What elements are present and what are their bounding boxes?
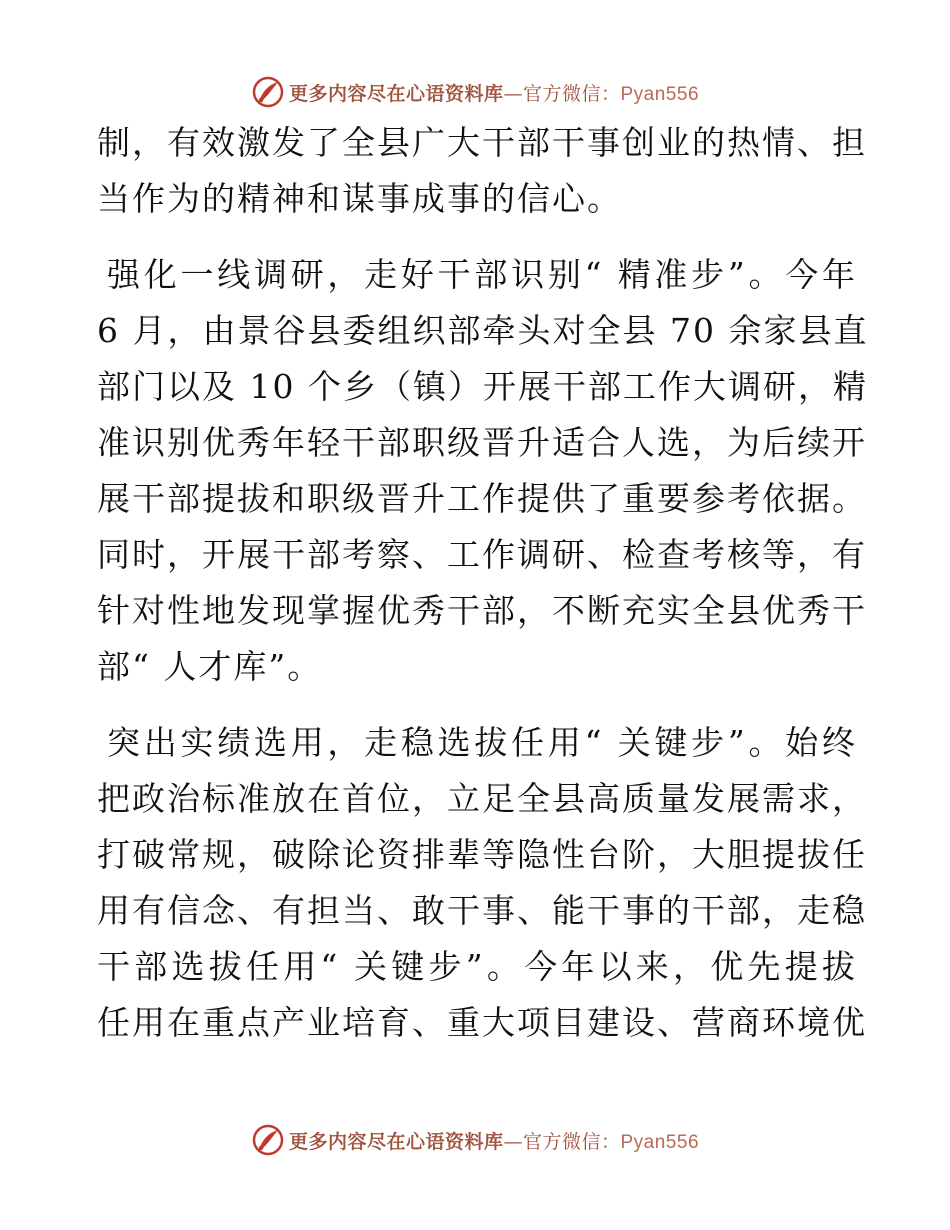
text-line: 部“ 人才库”。 — [97, 647, 323, 686]
text-line: 准识别优秀年轻干部职级晋升适合人选，为后续开 — [97, 423, 867, 462]
watermark-dash: — — [503, 1130, 523, 1153]
text-line: 干部选拔任用“ 关键步”。今年以来，优先提拔 — [97, 947, 857, 986]
text-line: 强化一线调研，走好干部识别“ 精准步”。今年 — [107, 255, 857, 294]
footer-watermark — [0, 1120, 950, 1160]
text-line: 制，有效激发了全县广大干部干事创业的热情、担 — [97, 123, 867, 162]
text-line: 针对性地发现掌握优秀干部，不断充实全县优秀干 — [97, 591, 867, 630]
paragraph — [97, 115, 867, 227]
text-line: 任用在重点产业培育、重大项目建设、营商环境优 — [97, 1003, 867, 1042]
watermark-light-text: 官方微信： — [522, 1130, 621, 1153]
paragraph — [97, 715, 867, 1051]
watermark-handle: Pyan556 — [620, 83, 700, 105]
text-line: 打破常规，破除论资排辈等隐性台阶，大胆提拔任 — [97, 835, 867, 874]
text-line: 当作为的精神和谋事成事的信心。 — [97, 179, 622, 218]
watermark-text — [289, 1127, 699, 1154]
text-line: 用有信念、有担当、敢干事、能干事的干部，走稳 — [97, 891, 867, 930]
text-line: 部门以及 10 个乡（镇）开展干部工作大调研，精 — [97, 367, 868, 406]
text-line: 把政治标准放在首位，立足全县高质量发展需求， — [97, 779, 867, 818]
text-line: 同时，开展干部考察、工作调研、检查考核等，有 — [97, 535, 867, 574]
watermark-handle: Pyan556 — [620, 1131, 700, 1153]
header-watermark — [0, 72, 950, 112]
watermark-bold-text: 更多内容尽在心语资料库 — [288, 1130, 504, 1153]
watermark-light-text: 官方微信： — [522, 82, 621, 105]
watermark-text — [289, 79, 699, 106]
brush-logo-icon — [251, 75, 285, 109]
paragraph — [97, 247, 869, 695]
text-line: 突出实绩选用，走稳选拔任用“ 关键步”。始终 — [107, 723, 857, 762]
watermark-dash: — — [503, 82, 523, 105]
text-line: 6 月，由景谷县委组织部牵头对全县 70 余家县直 — [97, 311, 869, 350]
brush-logo-icon — [251, 1123, 285, 1157]
document-body — [97, 115, 869, 1051]
text-line: 展干部提拔和职级晋升工作提供了重要参考依据。 — [97, 479, 867, 518]
watermark-bold-text: 更多内容尽在心语资料库 — [288, 82, 504, 105]
